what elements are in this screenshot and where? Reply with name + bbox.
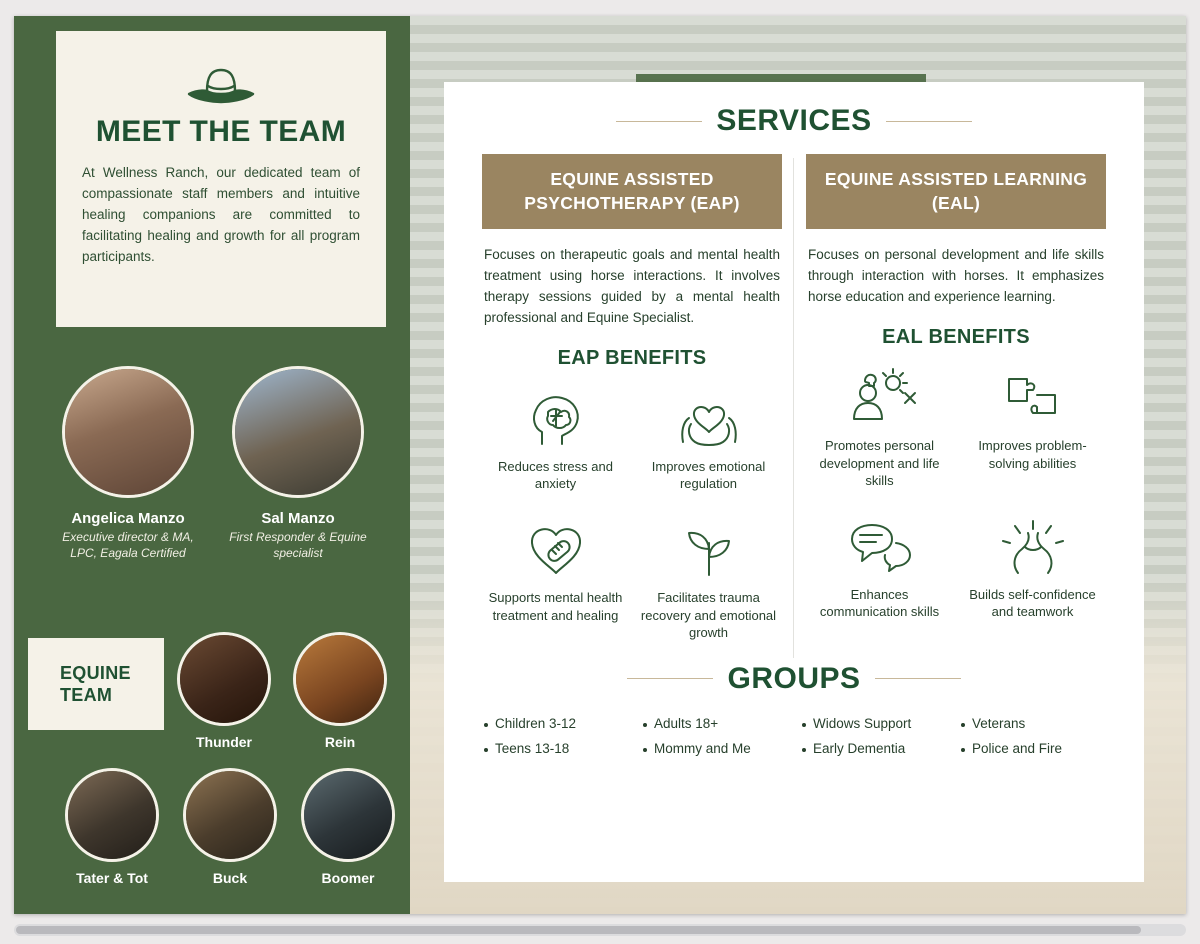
list-item (802, 716, 953, 731)
staff-list (48, 366, 378, 561)
services-card (444, 82, 1144, 882)
rule-right (875, 678, 961, 679)
animal-name: Rein (324, 734, 356, 750)
benefit-text: Enhances communication skills (819, 586, 940, 620)
services-columns (470, 154, 1118, 646)
rule-left (627, 678, 713, 679)
equine-team-text: EQUINE TEAM (60, 662, 131, 705)
list-item (484, 716, 635, 731)
benefit-text: Improves emotional regulation (651, 458, 766, 492)
list-item (802, 741, 953, 756)
list-item (484, 741, 635, 756)
bullet-icon (643, 748, 647, 752)
avatar (65, 768, 159, 862)
benefit-item (482, 509, 629, 646)
pet-list (62, 768, 398, 886)
list-item (174, 632, 274, 750)
heart-bandage-icon (484, 513, 627, 587)
rule-left (616, 121, 702, 122)
benefit-text: Supports mental health treatment and healing (488, 590, 623, 623)
list-item (961, 716, 1112, 731)
speech-bubbles-icon (808, 510, 951, 584)
eap-benefits-title: EAP BENEFITS (557, 346, 707, 369)
eal-description: Focuses on personal development and life skills through interaction with horses. It emphasizes horse education and experience learning. (808, 247, 1104, 305)
brain-head-icon (484, 382, 627, 456)
eal-benefits-title: EAL BENEFITS (882, 326, 1030, 349)
benefit-item (635, 378, 782, 497)
list-item (298, 768, 398, 886)
brochure-sheet (14, 16, 1186, 914)
benefit-item (482, 378, 629, 497)
animal-name: Thunder (196, 734, 252, 750)
bullet-icon (961, 748, 965, 752)
equine-team-label (28, 638, 164, 730)
services-panel (410, 16, 1186, 914)
horse-list (174, 632, 390, 750)
avatar (293, 632, 387, 726)
animal-name: Tater & Tot (76, 870, 148, 886)
person-name: Angelica Manzo (71, 510, 185, 527)
groups-title: GROUPS (727, 661, 861, 695)
scrollbar-thumb[interactable] (16, 926, 1141, 934)
group-label: Police and Fire (972, 740, 1063, 756)
handshake-icon (961, 510, 1104, 584)
person-skills-icon (808, 361, 951, 435)
avatar (62, 366, 194, 498)
group-label: Adults 18+ (654, 715, 719, 731)
benefit-text: Promotes personal development and life skills (819, 438, 940, 489)
group-label: Teens 13-18 (495, 740, 570, 756)
person-role: Executive director & MA, LPC, Eagala Certified (62, 530, 194, 561)
cowboy-hat-icon (185, 65, 257, 105)
bullet-icon (961, 723, 965, 727)
eal-banner: EQUINE ASSISTED LEARNING (EAL) (806, 154, 1106, 229)
eal-benefit-grid (806, 357, 1106, 625)
animal-name: Boomer (321, 870, 375, 886)
bullet-icon (802, 748, 806, 752)
eap-benefit-grid (482, 378, 782, 646)
services-title: SERVICES (716, 104, 872, 137)
bullet-icon (643, 723, 647, 727)
meet-the-team-panel (14, 16, 410, 914)
benefit-item (959, 506, 1106, 625)
benefit-text: Reduces stress and anxiety (498, 458, 613, 492)
services-heading (470, 104, 1118, 138)
groups-list (470, 712, 1118, 756)
animal-name: Buck (212, 870, 248, 886)
heart-in-hands-icon (637, 382, 780, 456)
benefit-item (806, 357, 953, 494)
benefit-text: Facilitates trauma recovery and emotional growth (640, 590, 777, 641)
group-label: Widows Support (813, 715, 912, 731)
list-item (643, 716, 794, 731)
list-item (961, 741, 1112, 756)
benefit-text: Builds self-confidence and teamwork (969, 586, 1096, 620)
avatar (232, 366, 364, 498)
horizontal-scrollbar[interactable] (14, 924, 1186, 936)
group-label: Veterans (972, 715, 1026, 731)
team-description: At Wellness Ranch, our dedicated team of compassionate staff members and intuitive healing companions are committed to facilitating healing and growth for all program participants. (82, 165, 360, 264)
team-intro-card (56, 31, 386, 327)
bullet-icon (802, 723, 806, 727)
group-label: Early Dementia (813, 740, 906, 756)
list-item (180, 768, 280, 886)
group-label: Children 3-12 (495, 715, 577, 731)
benefit-item (959, 357, 1106, 494)
list-item (226, 366, 370, 561)
person-name: Sal Manzo (261, 510, 335, 527)
avatar (177, 632, 271, 726)
list-item (62, 768, 162, 886)
bullet-icon (484, 748, 488, 752)
puzzle-pieces-icon (961, 361, 1104, 435)
person-role: First Responder & Equine specialist (229, 530, 367, 561)
list-item (643, 741, 794, 756)
benefit-text: Improves problem-solving abilities (978, 438, 1087, 471)
service-column-eap (470, 154, 794, 646)
groups-heading (470, 662, 1118, 696)
eap-description: Focuses on therapeutic goals and mental health treatment using horse interactions. It involves therapy sessions guided by a mental health professional and Equine Specialist. (484, 247, 780, 326)
eap-banner: EQUINE ASSISTED PSYCHOTHERAPY (EAP) (482, 154, 782, 229)
benefit-item (806, 506, 953, 625)
list-item (290, 632, 390, 750)
bullet-icon (484, 723, 488, 727)
rule-right (886, 121, 972, 122)
avatar (301, 768, 395, 862)
avatar (183, 768, 277, 862)
list-item (56, 366, 200, 561)
sprout-icon (637, 513, 780, 587)
service-column-eal (794, 154, 1118, 646)
benefit-item (635, 509, 782, 646)
page-title: MEET THE TEAM (95, 115, 347, 148)
group-label: Mommy and Me (654, 740, 751, 756)
